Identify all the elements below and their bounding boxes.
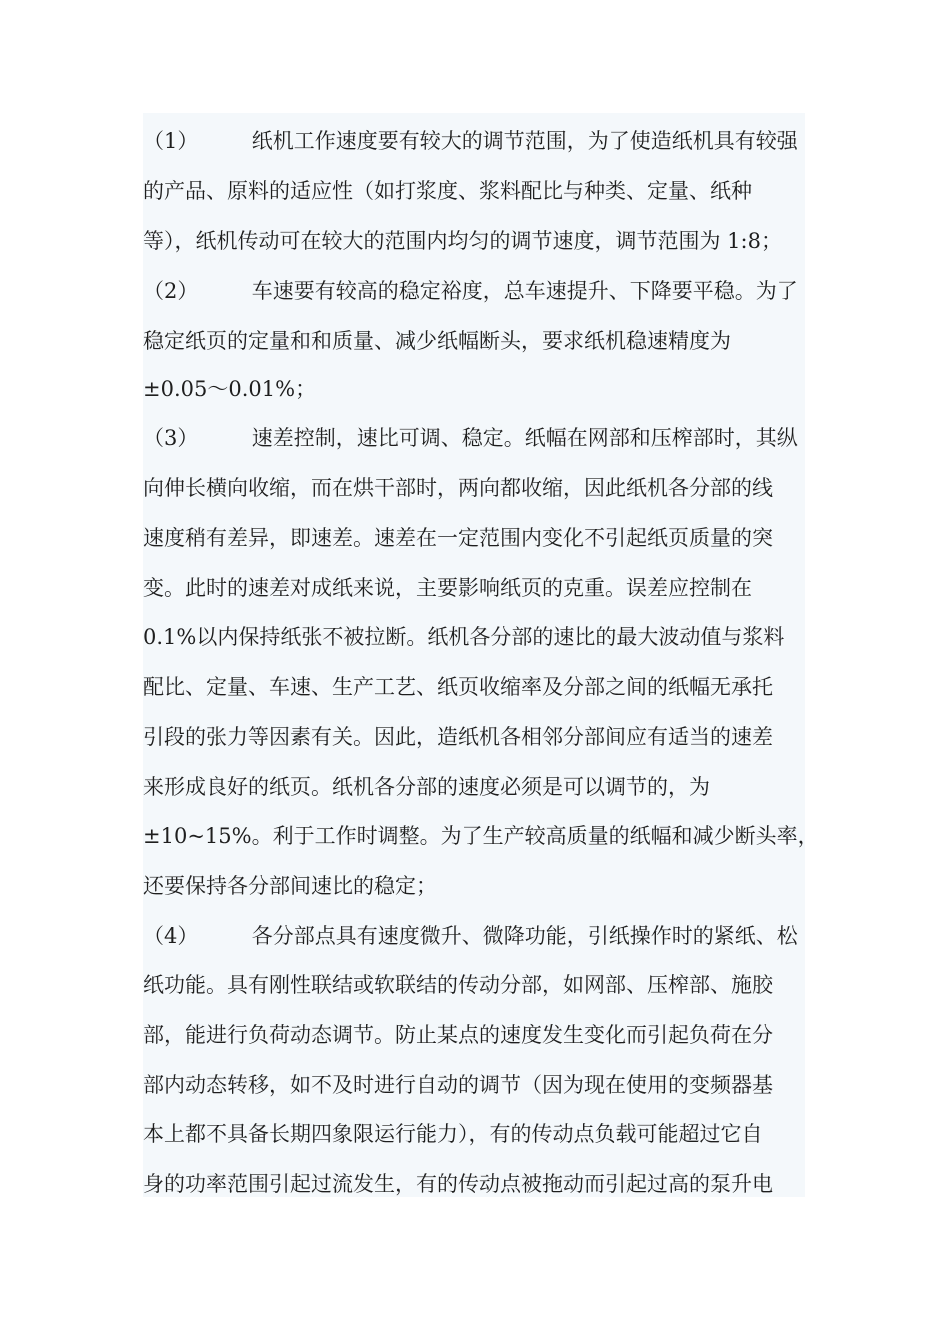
document-text-block (143, 113, 819, 1197)
text-line: 身的功率范围引起过流发生，有的传动点被拖动而引起过高的泵升电 (143, 1172, 773, 1196)
text-line: 引段的张力等因素有关。因此，造纸机各相邻分部间应有适当的速差 (143, 725, 773, 749)
text-line: （4） 各分部点具有速度微升、微降功能，引纸操作时的紧纸、松 (143, 924, 798, 948)
text-line: ±10~15%。利于工作时调整。为了生产较高质量的纸幅和减少断头率， (143, 824, 819, 848)
text-line: 配比、定量、车速、生产工艺、纸页收缩率及分部之间的纸幅无承托 (143, 675, 773, 699)
text-line: 速度稍有差异，即速差。速差在一定范围内变化不引起纸页质量的突 (143, 526, 773, 550)
text-line: ±0.05～0.01%； (143, 377, 317, 401)
text-line: 稳定纸页的定量和和质量、减少纸幅断头，要求纸机稳速精度为 (143, 329, 731, 353)
text-line: 的产品、原料的适应性（如打浆度、浆料配比与种类、定量、纸种 (143, 179, 752, 203)
text-line: 部内动态转移，如不及时进行自动的调节（因为现在使用的变频器基 (143, 1073, 773, 1097)
text-line: 等），纸机传动可在较大的范围内均匀的调节速度，调节范围为 1:8； (143, 229, 782, 253)
text-line: 0.1%以内保持纸张不被拉断。纸机各分部的速比的最大波动值与浆料 (143, 625, 785, 649)
text-line: 本上都不具备长期四象限运行能力），有的传动点负载可能超过它自 (143, 1122, 763, 1146)
text-line: 部，能进行负荷动态调节。防止某点的速度发生变化而引起负荷在分 (143, 1023, 773, 1047)
text-line: 变。此时的速差对成纸来说，主要影响纸页的克重。误差应控制在 (143, 576, 752, 600)
text-line: 向伸长横向收缩，而在烘干部时，两向都收缩，因此纸机各分部的线 (143, 476, 773, 500)
text-line: 还要保持各分部间速比的稳定； (143, 874, 437, 898)
text-line: （3） 速差控制，速比可调、稳定。纸幅在网部和压榨部时，其纵 (143, 426, 798, 450)
text-line: （2） 车速要有较高的稳定裕度，总车速提升、下降要平稳。为了 (143, 279, 798, 303)
text-line: 来形成良好的纸页。纸机各分部的速度必须是可以调节的，为 (143, 775, 710, 799)
text-line: （1） 纸机工作速度要有较大的调节范围，为了使造纸机具有较强 (143, 129, 798, 153)
text-line: 纸功能。具有刚性联结或软联结的传动分部，如网部、压榨部、施胶 (143, 973, 773, 997)
